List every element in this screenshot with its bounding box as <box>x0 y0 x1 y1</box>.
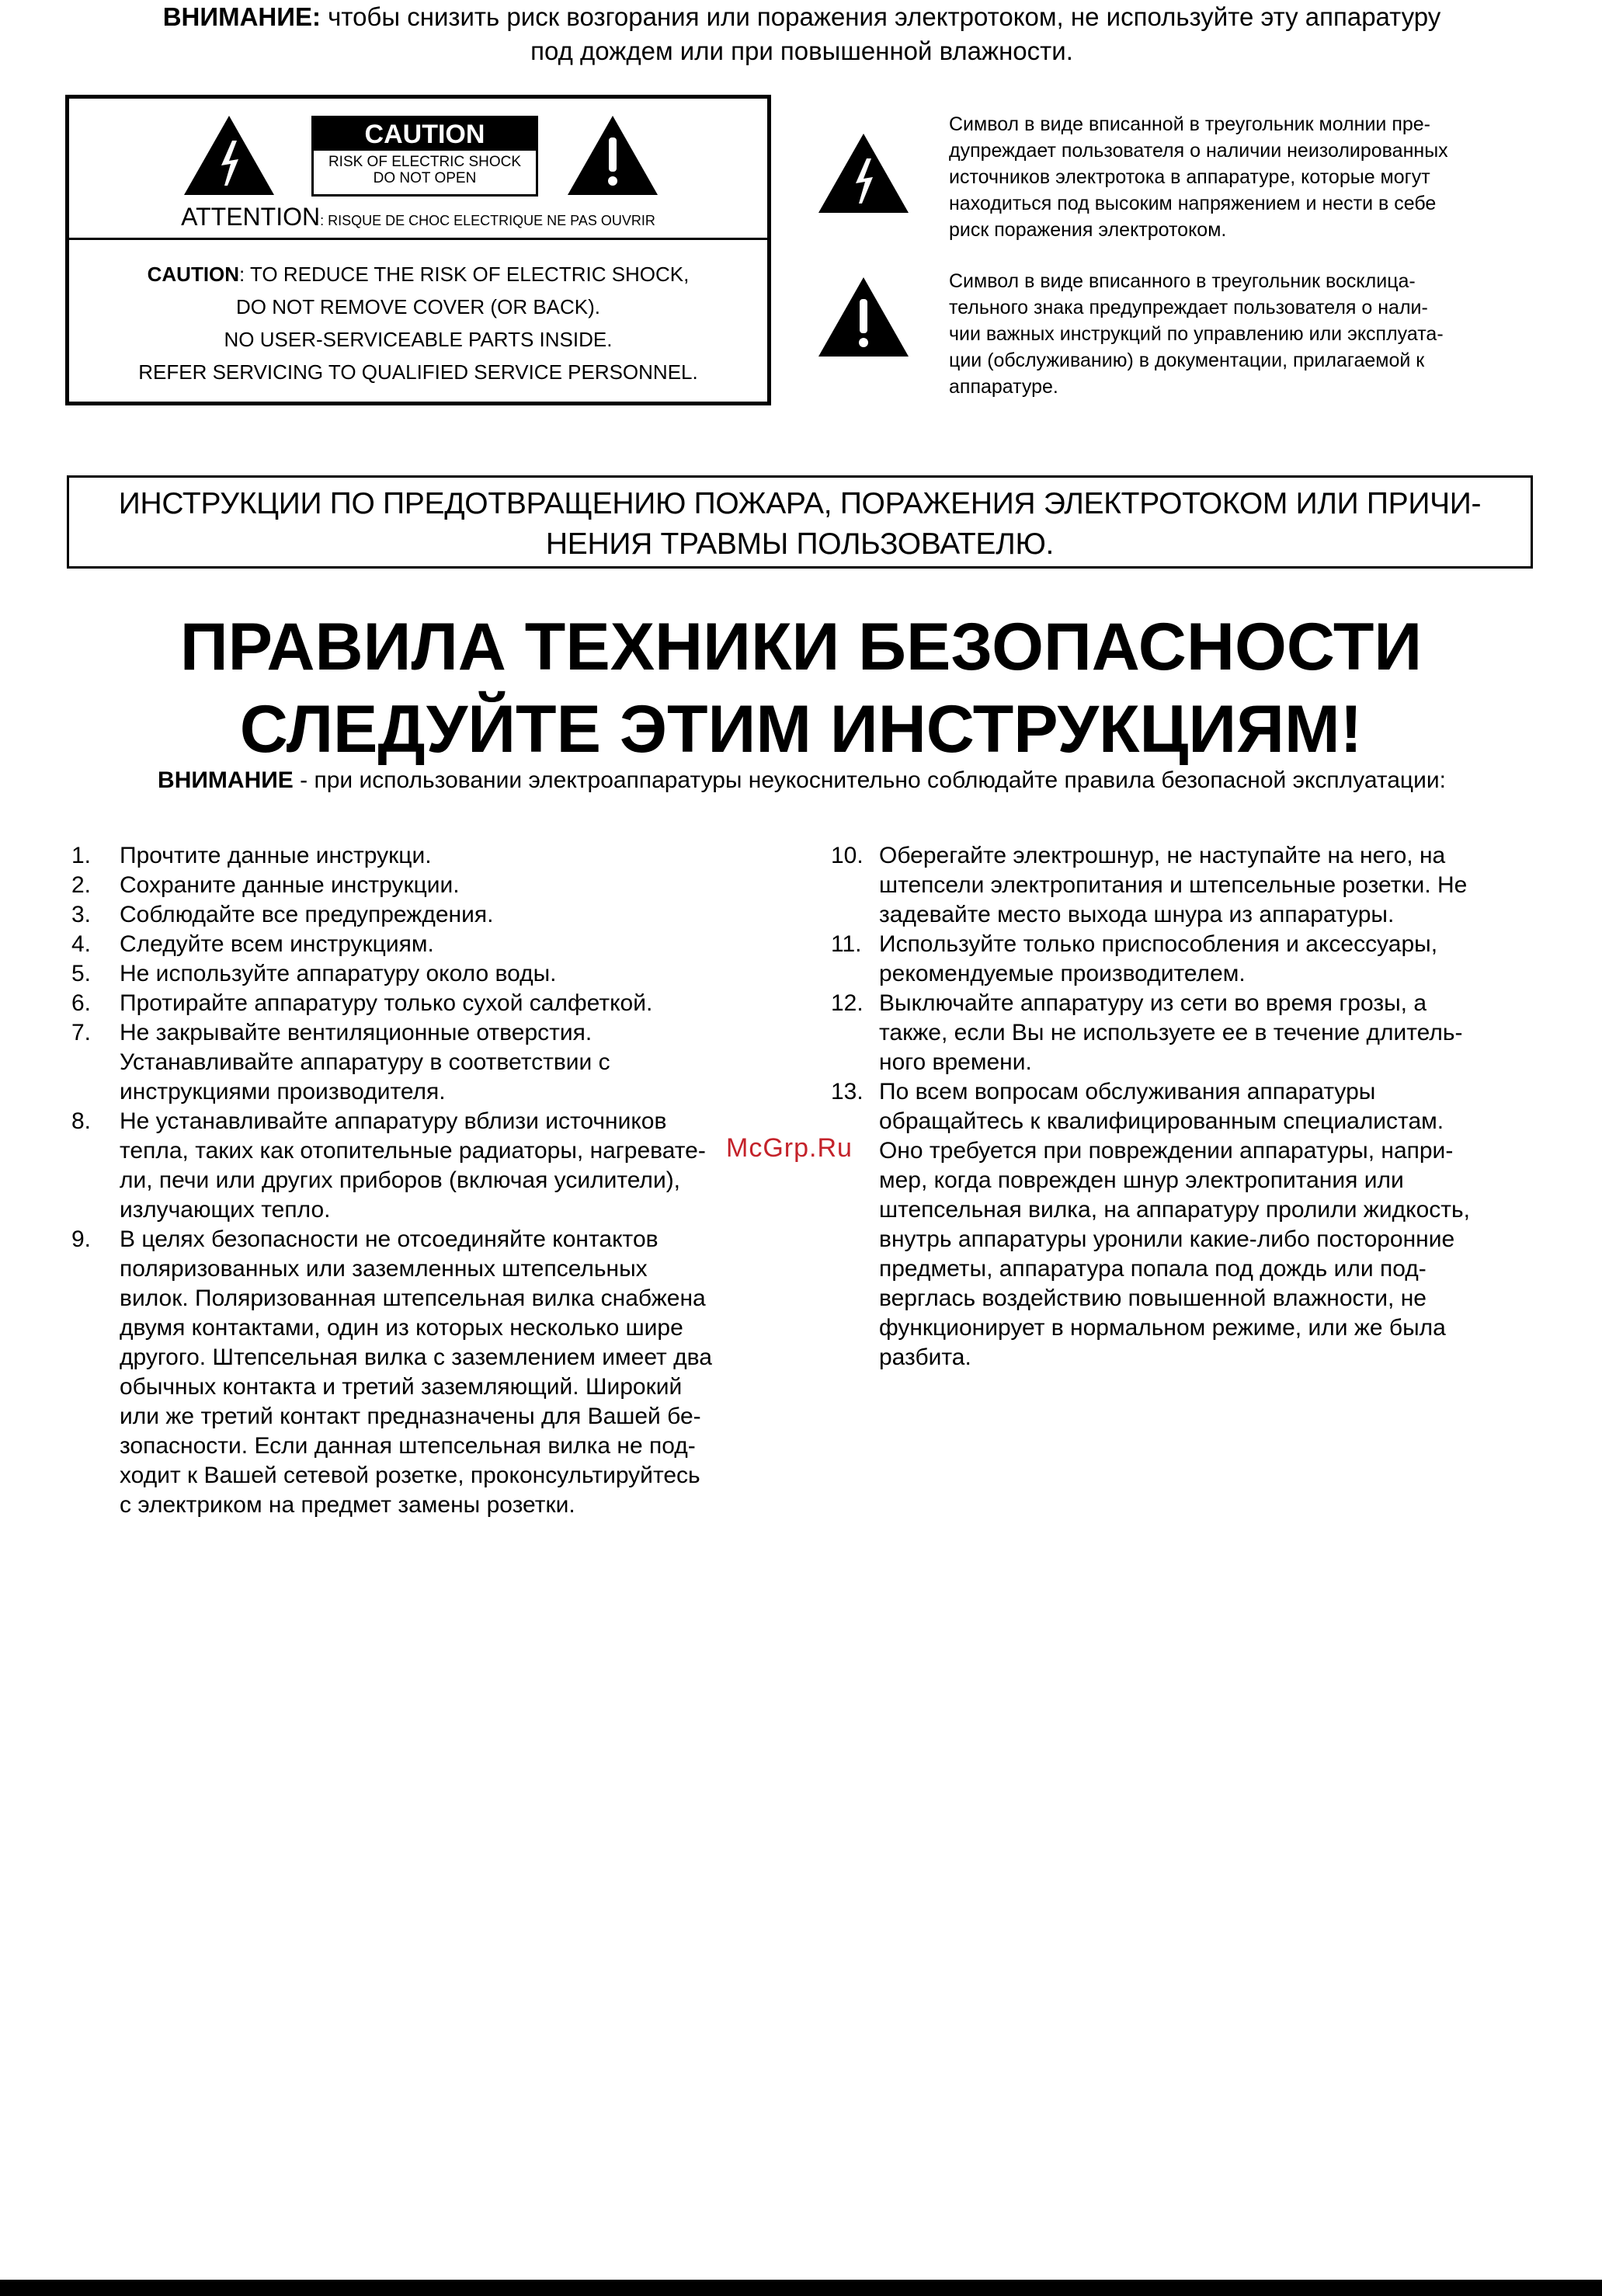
intro-bold: ВНИМАНИЕ <box>158 767 294 793</box>
list-item-text <box>120 1018 774 1107</box>
list-item-line: инструкциями производителя. <box>120 1079 446 1105</box>
list-item-text <box>879 930 1538 989</box>
list-item-number: 12. <box>831 990 864 1016</box>
list-item-line: ходит к Вашей сетевой розетке, проконсультируйтесь <box>120 1463 700 1488</box>
list-item <box>71 1225 774 1520</box>
instructions-heading-line1: ИНСТРУКЦИИ ПО ПРЕДОТВРАЩЕНИЮ ПОЖАРА, ПОРАЖЕНИЯ ЭЛЕКТРОТОКОМ ИЛИ ПРИЧИ- <box>118 487 1482 520</box>
attention-small: : RISQUE DE CHOC ELECTRIQUE NE PAS OUVRIR <box>320 213 655 228</box>
list-item-line: Устанавливайте аппаратуру в соответствии с <box>120 1049 610 1075</box>
list-item-line: тепла, таких как отопительные радиаторы, нагревате- <box>120 1138 706 1164</box>
list-item-number: 7. <box>71 1020 92 1045</box>
list-item-line: разбита. <box>879 1345 971 1370</box>
list-item-line: ли, печи или других приборов (включая усилители), <box>120 1167 681 1193</box>
lightning-symbol-icon <box>817 132 910 214</box>
list-item-line: Выключайте аппаратуру из сети во время грозы, а <box>879 990 1427 1016</box>
list-item-line: рекомендуемые производителем. <box>879 961 1246 986</box>
caution-text-line1-rest: : TO REDUCE THE RISK OF ELECTRIC SHOCK, <box>239 263 690 286</box>
list-item-line: Оно требуется при повреждении аппаратуры, напри- <box>879 1138 1454 1164</box>
list-item <box>71 930 774 959</box>
list-item-text <box>120 841 774 871</box>
list-item-line: поляризованных или заземленных штепсельных <box>120 1256 648 1282</box>
page-title <box>0 606 1602 771</box>
list-item-line: мер, когда поврежден шнур электропитания или <box>879 1167 1404 1193</box>
attention-line <box>69 201 767 236</box>
caution-text-line3: NO USER-SERVICEABLE PARTS INSIDE. <box>224 328 613 351</box>
list-item-line: задевайте место выхода шнура из аппаратуры. <box>879 902 1395 927</box>
list-item-text <box>120 959 774 989</box>
list-item-line: В целях безопасности не отсоединяйте контактов <box>120 1226 659 1252</box>
list-item-line: ного времени. <box>879 1049 1032 1075</box>
list-item-line: Не устанавливайте аппаратуру вблизи источников <box>120 1108 667 1134</box>
list-item <box>831 989 1538 1077</box>
lightning-warning-icon <box>182 114 276 197</box>
list-item-line: Прочтите данные инструкци. <box>120 843 432 868</box>
top-warning-text1: чтобы снизить риск возгорания или поражения электротоком, не используйте эту аппаратуру <box>320 2 1441 31</box>
list-item-line: Не закрывайте вентиляционные отверстия. <box>120 1020 592 1045</box>
list-item-line: излучающих тепло. <box>120 1197 331 1223</box>
exclamation-desc-line: аппаратуре. <box>949 376 1058 398</box>
list-item-number: 8. <box>71 1108 92 1134</box>
lightning-desc-line: риск поражения электротоком. <box>949 219 1227 241</box>
list-item-line: Протирайте аппаратуру только сухой салфеткой. <box>120 990 653 1016</box>
safety-list-right <box>831 841 1538 1372</box>
top-warning-line1 <box>47 0 1557 34</box>
list-item-line: Соблюдайте все предупреждения. <box>120 902 494 927</box>
caution-label <box>311 116 538 197</box>
list-item-text <box>879 841 1538 930</box>
caution-box <box>65 95 771 405</box>
exclamation-warning-icon <box>566 114 659 197</box>
list-item-line: вилок. Поляризованная штепсельная вилка снабжена <box>120 1285 706 1311</box>
caution-text <box>69 258 767 388</box>
caution-label-head: CAUTION <box>314 118 536 151</box>
list-item-line: двумя контактами, один из которых несколько шире <box>120 1315 683 1341</box>
instructions-heading <box>67 475 1533 569</box>
list-item-text <box>120 1107 774 1225</box>
top-warning <box>47 0 1557 68</box>
caution-label-sub-line1: RISK OF ELECTRIC SHOCK <box>328 154 522 170</box>
list-item-number: 13. <box>831 1079 864 1105</box>
list-item-line: штепсели электропитания и штепсельные розетки. Не <box>879 872 1468 898</box>
list-item <box>71 900 774 930</box>
list-item-line: Оберегайте электрошнур, не наступайте на него, на <box>879 843 1446 868</box>
list-item-text <box>120 989 774 1018</box>
top-warning-line2: под дождем или при повышенной влажности. <box>530 37 1073 65</box>
list-item-line: внутрь аппаратуры уронили какие-либо посторонние <box>879 1226 1455 1252</box>
lightning-symbol-description <box>949 111 1527 243</box>
caution-label-sub-line2: DO NOT OPEN <box>373 170 477 186</box>
list-item <box>71 959 774 989</box>
list-item-number: 5. <box>71 961 92 986</box>
caution-box-header <box>69 99 767 240</box>
bottom-bar <box>0 2280 1602 2296</box>
list-item <box>71 989 774 1018</box>
list-item-text <box>120 900 774 930</box>
list-item-line: или же третий контакт предназначены для Вашей бе- <box>120 1404 701 1429</box>
exclamation-desc-line: ции (обслуживанию) в документации, прилагаемой к <box>949 350 1425 371</box>
list-item-number: 4. <box>71 931 92 957</box>
list-item <box>71 1107 774 1225</box>
list-item-line: с электриком на предмет замены розетки. <box>120 1492 575 1518</box>
exclamation-symbol-description <box>949 268 1527 400</box>
lightning-desc-line: Символ в виде вписанной в треугольник молнии пре- <box>949 113 1430 135</box>
exclamation-desc-line: тельного знака предупреждает пользователя о нали- <box>949 297 1428 318</box>
list-item-line: функционирует в нормальном режиме, или же была <box>879 1315 1446 1341</box>
list-item-number: 3. <box>71 902 92 927</box>
exclamation-desc-line: Символ в виде вписанного в треугольник восклица- <box>949 270 1416 292</box>
caution-label-sub <box>314 151 536 186</box>
exclamation-symbol-icon <box>817 276 910 358</box>
list-item-line: верглась воздействию повышенной влажности, не <box>879 1285 1427 1311</box>
safety-list-left <box>71 841 774 1520</box>
watermark: McGrp.Ru <box>726 1133 853 1163</box>
list-item-number: 2. <box>71 872 92 898</box>
list-item-line: Следуйте всем инструкциям. <box>120 931 434 957</box>
caution-text-line1 <box>69 258 767 290</box>
list-item <box>831 1077 1538 1372</box>
list-item-text <box>120 930 774 959</box>
list-item-number: 11. <box>831 931 862 957</box>
list-item-line: Сохраните данные инструкции. <box>120 872 460 898</box>
list-item <box>71 871 774 900</box>
page-title-line2: СЛЕДУЙТЕ ЭТИМ ИНСТРУКЦИЯМ! <box>239 692 1363 767</box>
top-warning-bold: ВНИМАНИЕ: <box>162 2 321 31</box>
list-item-line: также, если Вы не используете ее в течение длитель- <box>879 1020 1463 1045</box>
list-item-line: По всем вопросам обслуживания аппаратуры <box>879 1079 1376 1105</box>
list-item-line: предметы, аппаратура попала под дождь или под- <box>879 1256 1427 1282</box>
list-item-line: обычных контакта и третий заземляющий. Широкий <box>120 1374 683 1400</box>
list-item-text <box>879 1077 1538 1372</box>
list-item <box>831 930 1538 989</box>
list-item-line: зопасности. Если данная штепсельная вилка не под- <box>120 1433 696 1459</box>
intro-text: - при использовании электроаппаратуры неукоснительно соблюдайте правила безопасной эксплуатации: <box>293 767 1446 793</box>
list-item-line: Используйте только приспособления и аксессуары, <box>879 931 1438 957</box>
exclamation-desc-line: чии важных инструкций по управлению или эксплуата- <box>949 323 1444 345</box>
lightning-desc-line: дупреждает пользователя о наличии неизолированных <box>949 140 1448 162</box>
attention-big: ATTENTION <box>181 203 321 231</box>
list-item-line: штепсельная вилка, на аппаратуру пролили жидкость, <box>879 1197 1470 1223</box>
list-item-number: 10. <box>831 843 864 868</box>
instructions-heading-line2: НЕНИЯ ТРАВМЫ ПОЛЬЗОВАТЕЛЮ. <box>545 527 1055 561</box>
list-item-text <box>120 1225 774 1520</box>
list-item-number: 9. <box>71 1226 92 1252</box>
list-item <box>71 1018 774 1107</box>
list-item <box>831 841 1538 930</box>
caution-text-line4: REFER SERVICING TO QUALIFIED SERVICE PERSONNEL. <box>138 360 698 384</box>
lightning-desc-line: источников электротока в аппаратуре, которые могут <box>949 166 1430 188</box>
page-title-line1: ПРАВИЛА ТЕХНИКИ БЕЗОПАСНОСТИ <box>179 610 1423 684</box>
list-item-text <box>879 989 1538 1077</box>
lightning-desc-line: находиться под высоким напряжением и нести в себе <box>949 193 1437 214</box>
list-item-line: обращайтесь к квалифицированным специалистам. <box>879 1108 1444 1134</box>
list-item-number: 1. <box>71 843 92 868</box>
list-item-line: Не используйте аппаратуру около воды. <box>120 961 557 986</box>
caution-text-line2: DO NOT REMOVE COVER (OR BACK). <box>235 295 600 318</box>
list-item-line: другого. Штепсельная вилка с заземлением имеет два <box>120 1345 712 1370</box>
list-item-number: 6. <box>71 990 92 1016</box>
caution-text-bold: CAUTION <box>147 263 240 286</box>
list-item-text <box>120 871 774 900</box>
intro-line <box>47 765 1557 796</box>
list-item <box>71 841 774 871</box>
